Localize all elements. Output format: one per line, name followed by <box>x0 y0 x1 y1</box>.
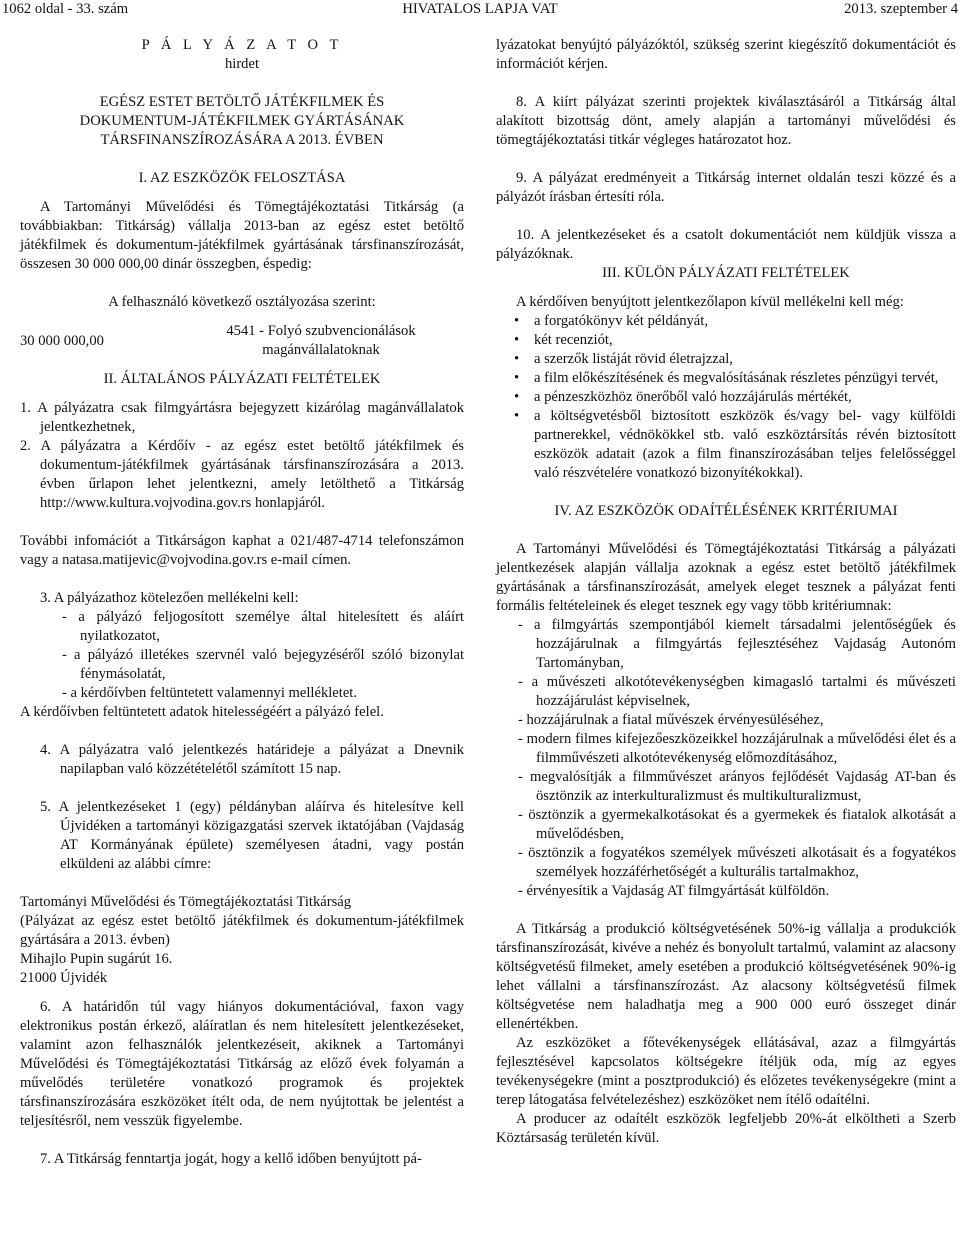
condition-item-6: 6. A határidőn túl vagy hiányos dokumentációval, faxon vagy elektronikus postán érkező, aláíratlan és nem hitelesített jelentkezéseket, valamint azon felhasználók jelentkezéseit, akiknek a Tartományi Művelődési és Tömegtájékoztatási Titkárság az előző évek folyamán a művelődés területére vonatkozó programok és projektek társfinanszírozására eszközöket ítélt oda, de nem nyújtottak be jelentést a teljesítésről, nem vesszük figyelembe. <box>20 999 464 1129</box>
criterion-item: - érvényesítik a Vajdaság AT filmgyártását külföldön. <box>518 883 830 899</box>
bullet-icon: • <box>514 313 520 329</box>
main-title-line: DOKUMENTUM-JÁTÉKFILMEK GYÁRTÁSÁNAK <box>79 113 405 129</box>
condition-item-3: 3. A pályázathoz kötelezően mellékelni kell: <box>40 590 299 606</box>
table-row <box>20 322 464 360</box>
condition-item-2: 2. A pályázatra a Kérdőív - az egész estet betöltő játékfilmek és dokumentum-játékfilmek gyártásának társfinanszírozására a 2013. évben űrlapon lehet jelentkezni, amely letölthető a Titkárság http://www.kultura.vojvodina.gov.rs honlapjáról. <box>20 438 464 511</box>
list-item: • a szerzők listáját rövid életrajzzal, <box>514 351 733 367</box>
attachment-item: - a pályázó illetékes szervnél való bejegyzéséről szóló bizonylat fénymásolatát, <box>62 647 464 682</box>
address-line: Tartományi Művelődési és Tömegtájékoztatási Titkárság <box>20 894 352 910</box>
condition-item-9: 9. A pályázat eredményeit a Titkárság internet oldalán teszi közzé és a pályázót írásban értesíti róla. <box>496 170 956 205</box>
section-heading-1: I. AZ ESZKÖZÖK FELOSZTÁSA <box>138 170 346 186</box>
cofinancing-paragraph: A Titkárság a produkció költségvetésének 50%-ig vállalja a produkciók társfinanszírozását, kivéve a nehéz és bonyolult tartalmú, valamint az alacsony költségvetésű filmeket, amely esetében a produkció költségvetésének 90%-ig lehet vállalni a társfinanszírozást. Az alacsony költségvetésű filmek költségvetése nem haladhatja meg a 900 000 euró összeget dinár ellenértékben. <box>496 921 956 1032</box>
right-column <box>496 36 956 1148</box>
list-item: • a film előkészítésének és megvalósításának részletes pénzügyi tervét, <box>514 370 939 386</box>
left-column <box>20 36 464 1169</box>
section-heading-2: II. ÁLTALÁNOS PÁLYÁZATI FELTÉTELEK <box>103 371 381 387</box>
list-item: • a költségvetésből biztosított eszközök és/vagy bel- vagy külföldi partnerekkel, védnökökkel stb. való eszköztársítás révén biztosított eszközök adatait (azok a film finanszírozásában teljes felelősséggel való részvételére vonatkozó bizonyítékokkal). <box>514 408 956 481</box>
table-caption: A felhasználó következő osztályozása szerint: <box>108 294 376 310</box>
bullet-icon: • <box>514 351 520 367</box>
main-title-line: TÁRSFINANSZÍROZÁSÁRA A 2013. ÉVBEN <box>100 132 384 148</box>
list-item: • a pénzeszközhöz önerőből való hozzájárulás mértékét, <box>514 389 852 405</box>
journal-title: HIVATALOS LAPJA VAT <box>402 1 558 17</box>
criterion-item: - ösztönzik a fogyatékos személyek művészeti alkotásait és a fogyatékos személyek hozzáférhetőségét a kulturális tartalmakhoz, <box>518 845 956 880</box>
list-item: • a forgatókönyv két példányát, <box>514 313 708 329</box>
page-header <box>0 0 960 20</box>
contact-info: További infomációt a Titkárságon kaphat a 021/487-4714 telefonszámon vagy a natasa.matijevic@vojvodina.gov.rs e-mail címen. <box>20 533 464 568</box>
section-heading-4: IV. AZ ESZKÖZÖK ODAÍTÉLÉSÉNEK KRITÉRIUMAI <box>554 503 898 519</box>
section-1-text: A Tartományi Művelődési és Tömegtájékoztatási Titkárság (a továbbiakban: Titkárság) vállalja 2013-ban az egész estet betöltő játékfilmek és dokumentum-játékfilmek gyártásának társfinanszírozását, összesen 30 000 000,00 dinár összegben, éspedig: <box>20 199 464 272</box>
bullet-icon: • <box>514 370 520 386</box>
criterion-item: - modern filmes kifejezőeszközeikkel hozzájárulnak a művelődési élet és a filmművészeti alkotótevékenység előmozdításához, <box>518 731 956 766</box>
table-amount <box>20 322 168 360</box>
criterion-item: - a filmgyártás szempontjából kiemelt társadalmi jelentőségűek és hozzájárulnak a filmgyártás fejlesztéséhez Vajdaság Autonóm Tartományban, <box>518 617 956 671</box>
condition-item-8: 8. A kiírt pályázat szerinti projektek kiválasztásáról a Titkárság által alakított bizottság dönt, amely alapján a tartományi művelődési és tömegtájékoztatási titkár végleges határozatot hoz. <box>496 94 956 148</box>
bullet-icon: • <box>514 332 520 348</box>
attachment-item: - a pályázó feljogosított személye által hitelesített és aláírt nyilatkozatot, <box>62 609 464 644</box>
required-documents-list <box>496 312 956 483</box>
bullet-icon: • <box>514 408 520 424</box>
main-title <box>20 93 464 150</box>
criterion-item: - megvalósítják a filmművészet arányos fejlődését Vajdaság AT-ban és ösztönzik az interkulturalizmust és multikulturalizmust, <box>518 769 956 804</box>
issue-date: 2013. szeptember 4 <box>844 1 958 17</box>
condition-item-4: 4. A pályázatra való jelentkezés határideje a pályázat a Dnevnik napilapban való közzétételétől számított 15 nap. <box>40 742 464 777</box>
address-line: 21000 Újvidék <box>20 970 108 986</box>
main-title-line: EGÉSZ ESTET BETÖLTŐ JÁTÉKFILMEK ÉS <box>99 94 385 110</box>
amount-value: 30 000 000,00 <box>20 332 104 349</box>
section-3-intro: A kérdőíven benyújtott jelentkezőlapon kívül mellékelni kell még: <box>516 294 904 310</box>
table-classification: 4541 - Folyó szubvencionálások magánvállalatoknak <box>226 323 416 358</box>
criterion-item: - ösztönzik a gyermekalkotásokat és a gyermekek és fiatalok alkotását a művelődésben, <box>518 807 956 842</box>
condition-item-7-continued: lyázatokat benyújtó pályázóktól, szükség szerint kiegészítő dokumentációt és információt kérjen. <box>496 37 956 72</box>
attachment-item: - a kérdőívben feltüntetett valamennyi mellékletet. <box>62 685 358 701</box>
responsibility-note: A kérdőívben feltüntetett adatok hitelességéért a pályázó felel. <box>20 704 384 720</box>
condition-item-10: 10. A jelentkezéseket és a csatolt dokumentációt nem küldjük vissza a pályázóknak. <box>496 227 956 262</box>
bullet-icon: • <box>514 389 520 405</box>
section-4-intro: A Tartományi Művelődési és Tömegtájékoztatási Titkárság a pályázati jelentkezések alapján vállalja azoknak a egész estet betöltő játékfilmek gyártásának a társfinanszírozását, amelyek eleget tesznek a pályázat fenti formális feltételeinek és eleget tesznek egy vagy több kritériumnak: <box>496 541 956 614</box>
announcement-subheading: hirdet <box>224 56 260 72</box>
announcement-heading: P Á L Y Á Z A T O T <box>141 37 343 53</box>
condition-item-7: 7. A Titkárság fenntartja jogát, hogy a kellő időben benyújtott pá- <box>40 1151 422 1167</box>
section-heading-3: III. KÜLÖN PÁLYÁZATI FELTÉTELEK <box>602 265 850 281</box>
eligible-costs-paragraph: Az eszközöket a főtevékenységek ellátásával, azaz a filmgyártás fejlesztésével kapcsolatos költségekre ítéljük oda, míg az egyes tevékenységekre (mint a posztprodukció) és előzetes tevékenységekre (mint a terep látogatása felvételezéshez) eszközöket nem ítélő odaítélni. <box>496 1035 956 1108</box>
allocation-table <box>20 293 464 360</box>
criterion-item: - hozzájárulnak a fiatal művészek érvényesüléséhez, <box>518 712 824 728</box>
foreign-spending-paragraph: A producer az odaítélt eszközök legfeljebb 20%-át elkölthetі a Szerb Köztársaság területén kívül. <box>496 1111 956 1146</box>
address-line: Mihajlo Pupin sugárút 16. <box>20 951 173 967</box>
mailing-address <box>20 893 464 988</box>
criterion-item: - a művészeti alkotótevékenységben kimagasló tartalmi és művészeti hozzájárulást képviselnek, <box>518 674 956 709</box>
page-number-label: 1062 oldal - 33. szám <box>2 1 129 17</box>
address-line: (Pályázat az egész estet betöltő játékfilmek és dokumentum-játékfilmek gyártására a 2013. évben) <box>20 913 464 948</box>
condition-item-1: 1. A pályázatra csak filmgyártásra bejegyzett kizárólag magánvállalatok jelentkezhetnek, <box>20 400 464 435</box>
list-item: • két recenziót, <box>514 332 613 348</box>
condition-item-5: 5. A jelentkezéseket 1 (egy) példányban aláírva és hitelesítve kell Újvidéken a tartományi közigazgatási szervek iktatójában (Vajdaság AT Kormányának épülete) személyesen átadni, vagy postán elküldeni az alábbi címre: <box>40 799 464 872</box>
